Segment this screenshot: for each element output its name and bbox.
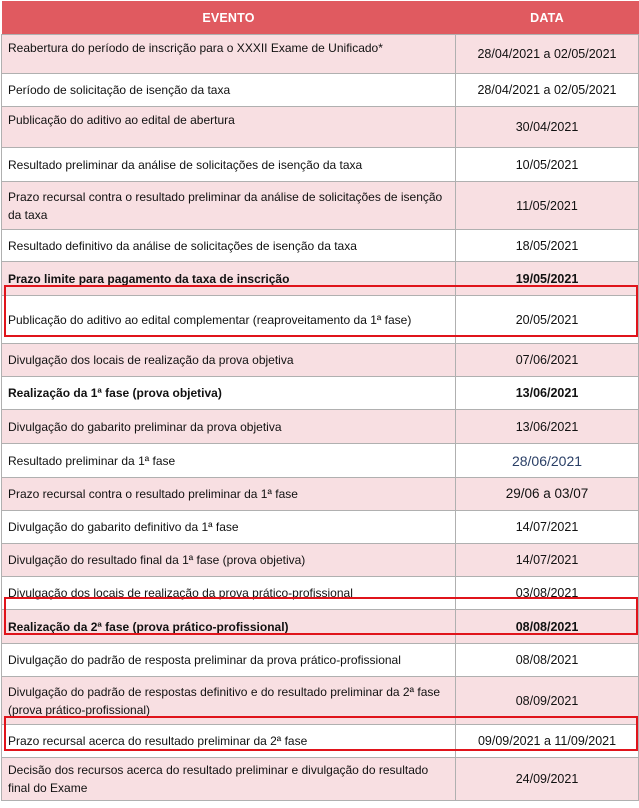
row-data: 24/09/2021 [456, 758, 639, 801]
row-evento: Período de solicitação de isenção da taxa [2, 74, 456, 107]
table-row [2, 511, 639, 544]
table-row [2, 644, 639, 677]
table-row [2, 544, 639, 577]
row-data: 20/05/2021 [456, 296, 639, 344]
row-data: 14/07/2021 [456, 544, 639, 577]
row-evento: Divulgação do gabarito definitivo da 1ª fase [2, 511, 456, 544]
row-evento: Divulgação do gabarito preliminar da prova objetiva [2, 410, 456, 444]
row-data: 28/06/2021 [456, 444, 639, 478]
table-row [2, 478, 639, 511]
schedule-table [1, 1, 639, 801]
table-row [2, 725, 639, 758]
table-row [2, 410, 639, 444]
row-data: 11/05/2021 [456, 182, 639, 230]
row-data: 08/08/2021 [456, 610, 639, 644]
table-row [2, 74, 639, 107]
row-data: 03/08/2021 [456, 577, 639, 610]
row-evento: Resultado preliminar da 1ª fase [2, 444, 456, 478]
schedule-table-wrapper [1, 1, 638, 801]
row-evento: Divulgação dos locais de realização da prova prático-profissional [2, 577, 456, 610]
row-evento: Divulgação do padrão de resposta preliminar da prova prático-profissional [2, 644, 456, 677]
table-header-row [2, 1, 639, 35]
row-evento: Divulgação do resultado final da 1ª fase (prova objetiva) [2, 544, 456, 577]
row-data: 13/06/2021 [456, 410, 639, 444]
row-data: 09/09/2021 a 11/09/2021 [456, 725, 639, 758]
table-row [2, 35, 639, 74]
table-row [2, 758, 639, 801]
row-data: 07/06/2021 [456, 344, 639, 377]
row-evento: Prazo recursal contra o resultado preliminar da 1ª fase [2, 478, 456, 511]
row-data: 19/05/2021 [456, 262, 639, 296]
header-evento: EVENTO [2, 1, 456, 35]
row-evento: Realização da 1ª fase (prova objetiva) [2, 377, 456, 410]
row-evento: Resultado definitivo da análise de solicitações de isenção da taxa [2, 230, 456, 262]
row-data: 08/08/2021 [456, 644, 639, 677]
row-evento: Reabertura do período de inscrição para o XXXII Exame de Unificado* [2, 35, 456, 74]
row-data: 18/05/2021 [456, 230, 639, 262]
row-data: 13/06/2021 [456, 377, 639, 410]
row-evento: Realização da 2ª fase (prova prático-profissional) [2, 610, 456, 644]
row-evento: Prazo recursal acerca do resultado preliminar da 2ª fase [2, 725, 456, 758]
table-row [2, 148, 639, 182]
table-row [2, 344, 639, 377]
row-data: 10/05/2021 [456, 148, 639, 182]
row-evento: Prazo recursal contra o resultado preliminar da análise de solicitações de isenção da taxa [2, 182, 456, 230]
row-evento: Publicação do aditivo ao edital complementar (reaproveitamento da 1ª fase) [2, 296, 456, 344]
row-evento: Resultado preliminar da análise de solicitações de isenção da taxa [2, 148, 456, 182]
row-data: 28/04/2021 a 02/05/2021 [456, 74, 639, 107]
row-data: 08/09/2021 [456, 677, 639, 725]
row-data: 14/07/2021 [456, 511, 639, 544]
table-row [2, 444, 639, 478]
table-row [2, 296, 639, 344]
row-data: 29/06 a 03/07 [456, 478, 639, 511]
row-evento: Divulgação do padrão de respostas definitivo e do resultado preliminar da 2ª fase (prova prático-profissional) [2, 677, 456, 725]
table-row [2, 677, 639, 725]
table-row [2, 230, 639, 262]
table-row [2, 182, 639, 230]
table-row [2, 377, 639, 410]
row-evento: Publicação do aditivo ao edital de abertura [2, 107, 456, 148]
table-row [2, 262, 639, 296]
row-data: 30/04/2021 [456, 107, 639, 148]
table-row [2, 610, 639, 644]
row-evento: Prazo limite para pagamento da taxa de inscrição [2, 262, 456, 296]
row-evento: Divulgação dos locais de realização da prova objetiva [2, 344, 456, 377]
table-row [2, 577, 639, 610]
header-data: DATA [456, 1, 639, 35]
row-evento: Decisão dos recursos acerca do resultado preliminar e divulgação do resultado final do Exame [2, 758, 456, 801]
table-row [2, 107, 639, 148]
row-data: 28/04/2021 a 02/05/2021 [456, 35, 639, 74]
